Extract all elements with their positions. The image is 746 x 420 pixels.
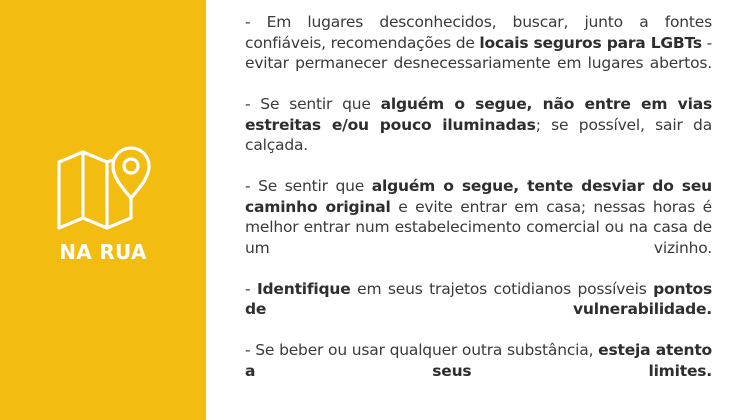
tip-text: ; se possível, sair da calçada. [245,115,712,154]
tip-highlight: esteja atento a seus limites. [245,341,713,380]
tip-paragraph-1 [245,12,712,74]
section-title: NA RUA [59,240,147,264]
tip-highlight: locais seguros para LGBTs [479,33,702,52]
tip-text: - Se sentir que [245,177,372,195]
tip-highlight: Identifique [256,279,351,298]
tip-text: e evite entrar em casa; nessas horas é melhor entrar num estabelecimento comercial ou na casa de um vizinho. [245,197,712,257]
tip-highlight: alguém o segue, tente desviar do seu caminho original [245,177,712,216]
tip-paragraph-2 [245,94,712,156]
tip-text: - Em lugares desconhecidos, buscar, junto a fontes confiáveis, recomendações de [245,13,712,52]
tip-highlight: alguém o segue, não entre em vias estreitas e/ou pouco iluminadas [245,95,712,134]
tip-highlight: pontos de vulnerabilidade. [245,279,713,318]
tip-text: - [245,279,257,298]
tips-text [245,12,712,402]
tip-text: em seus trajetos cotidianos possíveis [350,279,654,298]
tip-text: - Se beber ou usar qualquer outra substância, [245,341,599,359]
tip-text: - evitar permanecer desnecessariamente em lugares abertos. [245,33,712,72]
map-pin-icon [55,138,155,238]
tip-paragraph-4 [245,279,712,320]
tip-paragraph-3 [245,176,712,258]
sidebar-panel [0,0,206,420]
tip-paragraph-5 [245,340,712,381]
tip-text: - Se sentir que [245,95,381,113]
